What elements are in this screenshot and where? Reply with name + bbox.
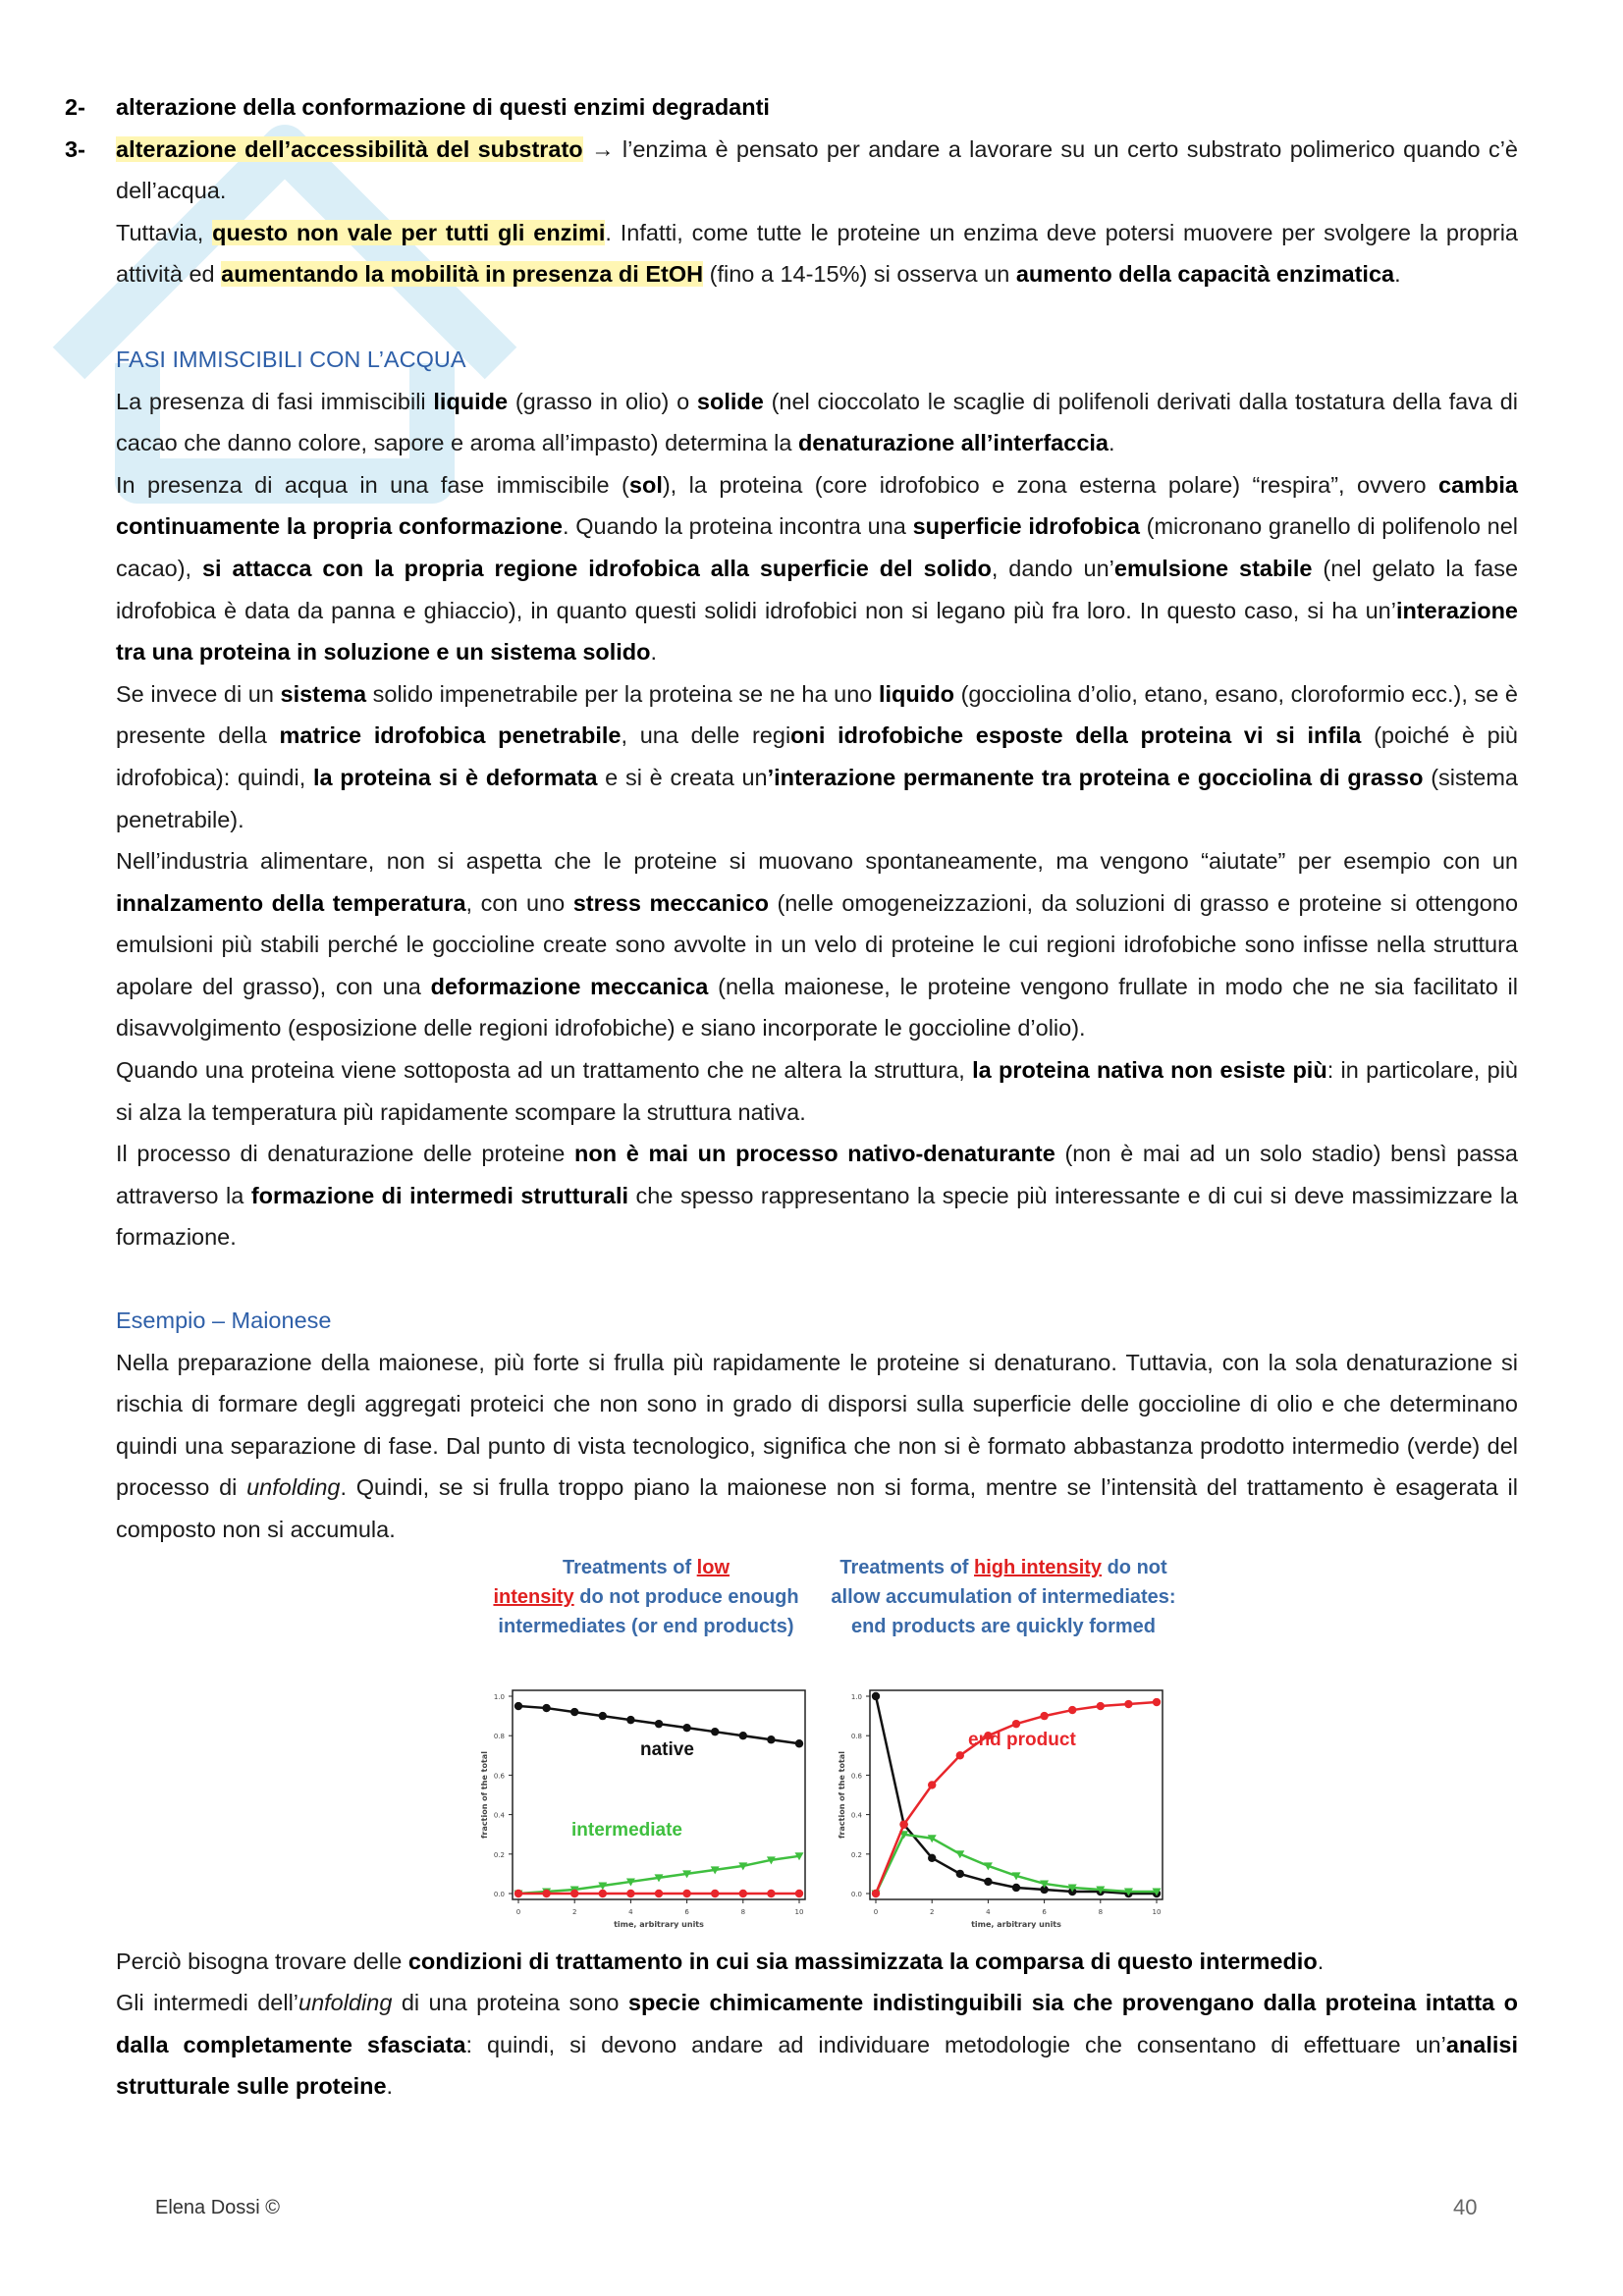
data-point-native [542,1703,550,1711]
data-point-native [795,1739,803,1747]
data-point-native [682,1724,690,1732]
y-tick-label: 0.8 [493,1732,505,1740]
data-point-end-product [655,1889,663,1896]
low-intensity-chart [473,1679,819,1941]
data-point-end-product [899,1820,907,1828]
data-point-end-product [570,1889,578,1896]
paragraph: Se invece di un sistema solido impenetrabile per la proteina se ne ha uno liquido (gocciolina d’olio, etano, esano, cloroformio ecc.), se è presente della matrice idrofobica penetrabile, una delle regioni idrofobiche esposte della proteina vi si infila (poiché è più idrofobica): quindi, la proteina si è deformata e si è creata un’interazione permanente tra proteina e gocciolina di grasso (sistema penetrabile). [116,680,1518,832]
high-intensity-chart [831,1679,1176,1941]
data-point-end-product [514,1889,522,1896]
y-tick-label: 1.0 [493,1692,505,1701]
paragraph: In presenza di acqua in una fase immiscibile (sol), la proteina (core idrofobico e zona esterna polare) “respira”, ovvero cambia continuamente la propria conformazione. Quando la proteina incontra una superficie idrofobica (micronano granello di polifenolo nel cacao), si attacca con la propria regione idrofobica alla superficie del solido, dando un’emulsione stabile (nel gelato la fase idrofobica è data da panna e ghiaccio), in quanto questi solidi idrofobici non si legano più fra loro. In questo caso, si ha un’interazione tra una proteina in soluzione e un sistema solido. [116,471,1519,666]
section-heading: FASI IMMISCIBILI CON L’ACQUA [116,346,466,372]
x-tick-label: 6 [1042,1907,1047,1916]
y-tick-label: 0.6 [493,1771,505,1780]
data-point-end-product [1124,1699,1132,1707]
paragraph: Nell’industria alimentare, non si aspetta che le proteine si muovano spontaneamente, ma vengono “aiutate” per esempio con un innalzamento della temperatura, con uno stress meccanico (nelle omogeneizzazioni, da soluzioni di grasso e proteine si ottengono emulsioni più stabili perché le goccioline create sono avvolte in un velo di proteine le cui regioni idrofobiche sono infisse nella struttura apolare del grasso), con una deformazione meccanica (nella maionese, le proteine vengono frullate in modo che ne sia facilitato il disavvolgimento (esposizione delle regioni idrofobiche) e siano incorporate le goccioline d’olio). [116,848,1519,1041]
data-point-end-product [956,1751,964,1759]
list-item-3: 3- alterazione dell’accessibilità del substrato → l’enzima è pensato per andare a lavorare su un certo substrato polimerico quando c’è dell’acqua. [65,135,1519,204]
x-tick-label: 10 [794,1907,804,1916]
x-tick-label: 4 [986,1907,991,1916]
data-point-native [739,1732,747,1739]
y-tick-label: 0.4 [850,1811,862,1820]
x-axis-label: time, arbitrary units [971,1919,1061,1929]
data-point-end-product [626,1889,634,1896]
data-point-end-product [1040,1711,1048,1719]
paragraph: Nella preparazione della maionese, più forte si frulla più rapidamente le proteine si denaturano. Tuttavia, con la sola denaturazione si rischia di formare degli aggregati proteici che non sono in grado di disporsi sulla superficie delle goccioline di olio e che determinano quindi una separazione di fase. Dal punto di vista tecnologico, significa che non si è formato abbastanza prodotto intermedio (verde) del processo di unfolding. Quindi, se si frulla troppo piano la maionese non si forma, mentre se l’intensità del trattamento è esagerata il composto non si accumula. [116,1349,1518,1542]
data-point-end-product [599,1889,607,1896]
x-axis-label: time, arbitrary units [614,1919,704,1929]
y-tick-label: 0.4 [493,1811,505,1820]
high-intensity-panel [831,1553,1176,1941]
y-axis-label: fraction of the total [838,1750,846,1839]
data-point-native [767,1735,775,1743]
page-number: 40 [1453,2195,1478,2219]
data-point-end-product [711,1889,719,1896]
data-point-end-product [928,1781,936,1789]
x-tick-label: 4 [628,1907,633,1916]
end-product-label: end product [968,1729,1076,1750]
footer-author: Elena Dossi © [155,2197,281,2218]
data-point-native [711,1728,719,1735]
x-tick-label: 8 [1098,1907,1104,1916]
paragraph: Quando una proteina viene sottoposta ad un trattamento che ne altera la struttura, la proteina nativa non esiste più: in particolare, più si alza la temperatura più rapidamente scompare la struttura nativa. [116,1057,1518,1125]
data-point-end-product [872,1889,880,1896]
y-tick-label: 0.2 [493,1850,505,1859]
data-point-end-product [1012,1720,1020,1728]
paragraph: La presenza di fasi immiscibili liquide (grasso in olio) o solide (nel cioccolato le scaglie di polifenoli derivati dalla tostatura della fava di cacao che danno colore, sapore e aroma all’impasto) determina la denaturazione all’interfaccia. [116,388,1519,456]
paragraph: Perciò bisogna trovare delle condizioni di trattamento in cui sia massimizzata la comparsa di questo intermedio. [116,1948,1325,1974]
data-point-end-product [1068,1705,1076,1713]
data-point-end-product [1097,1701,1105,1709]
y-tick-label: 1.0 [850,1692,862,1701]
y-tick-label: 0.6 [850,1771,862,1780]
list-item-2: 2- alterazione della conformazione di questi enzimi degradanti [65,94,770,120]
x-tick-label: 8 [740,1907,746,1916]
data-point-native [514,1701,522,1709]
native-label: native [640,1738,694,1760]
y-tick-label: 0.0 [493,1890,505,1898]
data-point-end-product [739,1889,747,1896]
data-point-native [1012,1883,1020,1891]
data-point-native [984,1877,992,1885]
y-tick-label: 0.2 [850,1850,862,1859]
data-point-native [655,1720,663,1728]
intermediate-label: intermediate [571,1819,682,1841]
high-intensity-title: Treatments of high intensity do not allow accumulation of intermediates: end products are quickly formed [831,1556,1176,1637]
y-axis-label: fraction of the total [480,1750,489,1839]
low-intensity-panel [473,1553,819,1941]
data-point-end-product [682,1889,690,1896]
data-point-native [626,1716,634,1724]
x-tick-label: 0 [515,1907,521,1916]
data-point-end-product [1153,1697,1161,1705]
x-tick-label: 2 [929,1907,935,1916]
data-point-native [872,1691,880,1699]
x-tick-label: 10 [1152,1907,1162,1916]
x-tick-label: 2 [571,1907,577,1916]
x-tick-label: 0 [873,1907,879,1916]
data-point-native [956,1869,964,1877]
data-point-native [599,1711,607,1719]
data-point-native [928,1853,936,1861]
x-tick-label: 6 [684,1907,689,1916]
paragraph: Il processo di denaturazione delle proteine non è mai un processo nativo-denaturante (non è mai ad un solo stadio) bensì passa attraverso la formazione di intermedi strutturali che spesso rappresentano la specie più interessante e di cui si deve massimizzare la formazione. [116,1141,1518,1251]
denaturation-figure [473,1553,1180,1941]
y-tick-label: 0.8 [850,1732,862,1740]
paragraph-tuttavia: Tuttavia, questo non vale per tutti gli enzimi. Infatti, come tutte le proteine un enzima deve potersi muovere per svolgere la propria attività ed aumentando la mobilità in presenza di EtOH (fino a 14-15%) si osserva un aumento della capacità enzimatica. [116,219,1519,288]
example-heading: Esempio – Maionese [116,1308,332,1334]
paragraph: Gli intermedi dell’unfolding di una proteina sono specie chimicamente indistinguibili sia che provengano dalla proteina intatta o dalla completamente sfasciata: quindi, si devono andare ad individuare metodologie che consentano di effettuare un’analisi strutturale sulle proteine. [116,1990,1519,2100]
data-point-end-product [767,1889,775,1896]
main-text [65,86,1519,2108]
low-intensity-title: Treatments of low intensity do not produce enough intermediates (or end products) [493,1556,799,1637]
data-point-native [570,1707,578,1715]
y-tick-label: 0.0 [850,1890,862,1898]
data-point-end-product [795,1889,803,1896]
data-point-end-product [542,1889,550,1896]
